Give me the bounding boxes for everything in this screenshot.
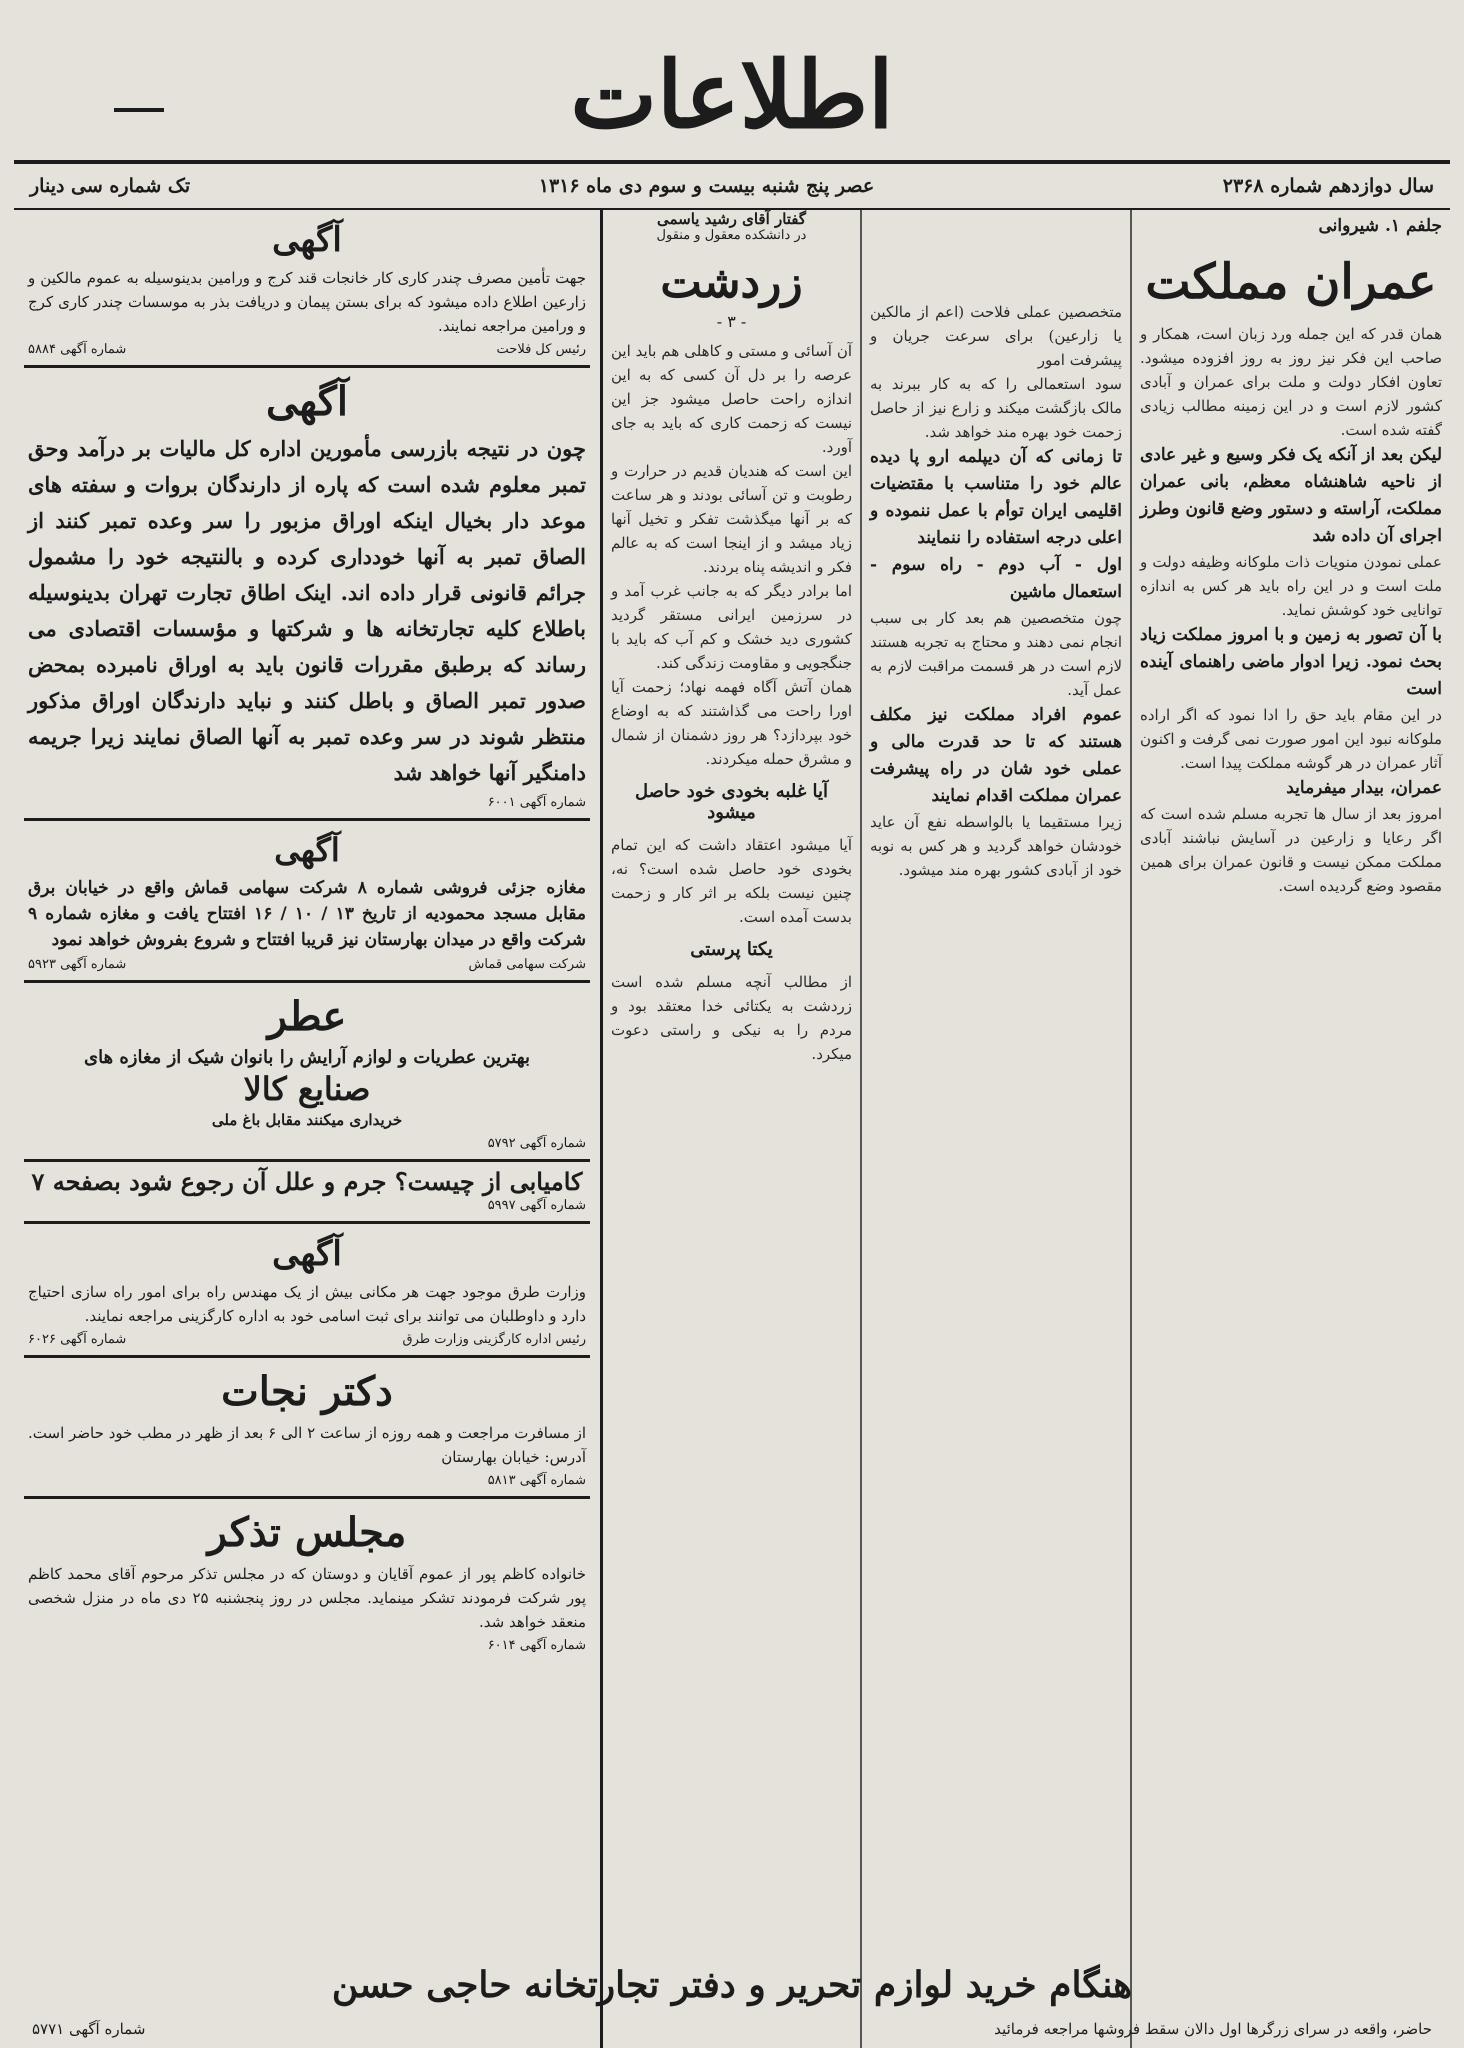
lecture-title: زردشت <box>660 257 803 308</box>
lecture-section: آیا غلبه بخودی خود حاصل میشود <box>634 781 829 823</box>
issue-price: تک شماره سی دینار <box>30 175 191 197</box>
ad-footer <box>28 1198 586 1213</box>
article-paragraph: آیا میشود اعتقاد داشت که این تمام بخودی خود حاصل شده است؟ نه، چنین نیست بلکه بر اثر کار و زحمت بدست آمده است. <box>611 836 852 926</box>
banner-number: شماره آگهی ۵۷۷۱ <box>32 2020 146 2038</box>
ad-footer <box>28 342 586 357</box>
ad-block <box>24 368 590 821</box>
ad-brand: صنایع کالا <box>243 1070 371 1108</box>
ad-text: مغازه جزئی فروشی شماره ۸ شرکت سهامی قماش واقع در خیابان برق مقابل مسجد محمودیه از تاریخ ۱۳ / ۱۰ / ۱۶ افتتاح یافت و مغازه شماره ۹ شرکت واقع در میدان بهارستان نیز قریبا افتتاح و شروع بفروش خواهد نمود <box>28 878 586 950</box>
ad-footer <box>28 1473 586 1488</box>
ad-title: آگهی <box>266 378 348 425</box>
article-bold: لیکن بعد از آنکه یک فکر وسیع و غیر عادی از ناحیه شاهنشاه معظم، بانی عمران مملکت، آراسته و دستور وضع قانون وطرز اجرای آن داده شد <box>1140 445 1442 546</box>
article-mid1 <box>860 210 1130 2048</box>
article-mid2 <box>600 210 860 2048</box>
article-paragraph: زیرا مستقیما یا بالواسطه نفع آن عاید خودشان خواهد گردید و هر کس به نوبه خود از آبادی کشور بهره مند میشود. <box>870 813 1122 879</box>
masthead-rule <box>114 108 164 112</box>
ad-title: مجلس تذکر <box>207 1509 407 1556</box>
article-paragraph: این است که هندیان قدیم در حرارت و رطوبت و تن آسائی بودند و هر ساعت که بر آنها میگذشت تفکر و تخیل آنها زیاد میشد و از اینجا است که به عالم فکر و اندیشه پناه بردند. <box>611 462 852 576</box>
ad-block <box>24 1499 590 1661</box>
ad-title: آگهی <box>274 831 340 869</box>
article-paragraph: امروز بعد از سال ها تجربه مسلم شده است که اگر رعایا و زارعین در آسایش نباشند آبادی مملکت ممکن نیست و قانون عمران برای همین مقصود وضع گردیده است. <box>1140 805 1442 895</box>
ad-footer <box>28 1332 586 1347</box>
bottom-banner-sub <box>14 2020 1450 2038</box>
article-paragraph: همان آتش آگاه فهمه نهاد؛ زحمت آیا اورا راحت می گذاشتند که به اوضاع خود بپردازد؟ هر روز دشمنان از شمال و مشرق حمله میکردند. <box>611 678 852 768</box>
lecture-section: یکتا پرستی <box>690 939 773 960</box>
ad-title: آگهی <box>272 220 342 260</box>
article-paragraph: از مطالب آنچه مسلم شده است زردشت به یکتائی خدا معتقد بود و مردم را به نیکی و راستی دعوت میکرد. <box>611 973 852 1063</box>
ad-text: چون در نتیجه بازرسی مأمورین اداره کل مالیات بر درآمد وحق تمبر معلوم شده است که پاره از دارندگان بروات و سفته های موعد دار بخیال اینکه اوراق مزبور را سر وعده تمبر کنند از الصاق تمبر به آنها خودداری کرده و بالنتیجه خود را مشمول جرائم قانونی قرار داده اند. اینک اطاق تجارت تهران بدینوسیله باطلاع کلیه تجارتخانه ها و شرکتها و مؤسسات اقتصادی می رساند که برطبق مقررات قانون باید به اوراق نامبرده بمحض صدور تمبر الصاق و باطل کنند و نباید دارندگان اوراق مذکور منتظر شوند در سر وعده تمبر به آنها الصاق نمایند زیرا جریمه دامنگیر آنها خواهد شد <box>28 436 586 785</box>
ad-number: شماره آگهی ۶۰۲۶ <box>28 1332 127 1347</box>
ad-title: عطر <box>267 993 347 1040</box>
ad-block <box>24 1224 590 1358</box>
article-intro: متخصصین عملی فلاحت (اعم از مالکین یا زارعین) برای سرعت جریان و پیشرفت امور <box>870 303 1122 369</box>
ad-footer <box>28 957 586 972</box>
ad-signature: رئیس کل فلاحت <box>496 342 586 357</box>
ad-number: شماره آگهی ۶۰۱۴ <box>487 1638 586 1653</box>
article-bold: با آن تصور به زمین و با امروز مملکت زیاد بحث نمود. زیرا ادوار ماضی راهنمای آینده است <box>1140 625 1442 699</box>
ad-block <box>24 1162 590 1224</box>
article-paragraph: سود استعمالی را که به کار ببرند به مالک بازگشت میکند و زارع نیز از حاصل زحمت خود بهره مند خواهد شد. <box>870 375 1122 441</box>
dateline <box>14 160 1450 210</box>
article-paragraph: آن آسائی و مستی و کاهلی هم باید این عرصه را بر دل آن کسی که به این اندازه راحت حاصل میشود جز این نیست که زحمت کاری که باید به جای آورد. <box>611 342 852 456</box>
article-right <box>1130 210 1450 2048</box>
ad-footer <box>28 1638 586 1653</box>
ad-text: وزارت طرق موجود جهت هر مکانی بیش از یک مهندس راه برای امور راه سازی احتیاج دارد و داوطلبان می توانند برای ثبت اسامی خود به اداره کارگزینی مراجعه نمایند. <box>28 1283 586 1325</box>
masthead-title: اطلاعات <box>570 41 894 149</box>
article-bold: عموم افراد مملکت نیز مکلف هستند که تا حد قدرت مالی و عملی خود شان در راه پیشرفت عمران مملکت اقدام نمایند <box>870 705 1122 806</box>
ad-block <box>24 983 590 1162</box>
article-paragraph: در این مقام باید حق را ادا نمود که اگر اراده ملوکانه نبود این امور صورت نمی گرفت و اکنون آثار عمران در هر گوشه مملکت پیدا است. <box>1140 706 1442 772</box>
ads-column <box>14 210 600 2048</box>
ad-title: دکتر نجات <box>221 1368 393 1415</box>
ad-block <box>24 821 590 983</box>
ad-number: شماره آگهی ۵۸۸۴ <box>28 342 127 357</box>
ad-block <box>24 210 590 368</box>
ad-text: خانواده کاظم پور از عموم آقایان و دوستان که در مجلس تذکر مرحوم آقای محمد کاظم پور شرکت فرمودند تشکر مینماید. مجلس در روز پنجشنبه ۲۵ دی ماه در منزل شخصی منعقد خواهد شد. <box>28 1565 586 1631</box>
ad-signature: رئیس اداره کارگزینی وزارت طرق <box>402 1332 586 1347</box>
article-bold: تا زمانی که آن دیپلمه ارو پا دیده عالم خود را متناسب با مقتضیات اقلیمی ایران توأم با عمل ننموده و اعلی درجه استفاده را ننمایند <box>870 447 1122 548</box>
article-byline: جلفم ۱. شیروانی <box>1318 216 1442 236</box>
article-list: اول - آب دوم - راه سوم - استعمال ماشین <box>870 555 1122 602</box>
ad-footer <box>28 795 586 810</box>
ad-title: آگهی <box>272 1234 342 1274</box>
ad-number: شماره آگهی ۵۸۱۳ <box>487 1473 586 1488</box>
lecture-author: گفتار آقای رشید یاسمی <box>656 210 807 228</box>
article-paragraph: چون متخصصین هم بعد کار بی سبب انجام نمی دهند و محتاج به تجربه هستند لازم است در هر قسمت مراقبت لازم به عمل آید. <box>870 609 1122 699</box>
issue-date: عصر پنج شنبه بیست و سوم دی ماه ۱۳۱۶ <box>538 175 875 197</box>
banner-address: حاضر، واقعه در سرای زرگرها اول دالان سقط فروشها مراجعه فرمائید <box>994 2020 1432 2038</box>
ad-number: شماره آگهی ۵۹۲۳ <box>28 957 127 972</box>
masthead <box>0 30 1464 160</box>
ad-signature: شرکت سهامی قماش <box>468 957 586 972</box>
ad-number: شماره آگهی ۵۹۹۷ <box>487 1198 586 1213</box>
issue-number: سال دوازدهم شماره ۲۳۶۸ <box>1222 175 1434 197</box>
ad-footer <box>28 1136 586 1151</box>
ad-block <box>24 1358 590 1499</box>
ad-text: از مسافرت مراجعت و همه روزه از ساعت ۲ الی ۶ بعد از ظهر در مطب خود حاضر است. آدرس: خیابان بهارستان <box>28 1424 586 1466</box>
article-paragraph: عملی نمودن منویات ذات ملوکانه وظیفه دولت و ملت است و در این راه باید هر کس به اندازه توانایی خود کوشش نماید. <box>1140 553 1442 619</box>
ad-text: جهت تأمین مصرف چندر کاری کار خانجات قند کرج و ورامین بدینوسیله به عموم مالکین و زارعین اطلاع داده میشود که برای بستن پیمان و دریافت بذر به موسسات چندر کاری کرج و ورامین مراجعه نمایند. <box>28 269 586 335</box>
lecture-venue: در دانشکده معقول و منقول <box>656 228 807 243</box>
ad-text: خریداری میکنند مقابل باغ ملی <box>211 1111 403 1129</box>
article-paragraph: اما برادر دیگر که به جانب غرب آمد و در سرزمین ایرانی مستقر گردید کشوری دید خشک و کم آب که باید با جنگجویی و مقاومت زندگی کند. <box>611 582 852 672</box>
article-paragraph: همان قدر که این جمله ورد زبان است، همکار و صاحب این فکر نیز روز به روز افزوده میشود. تعاون افکار دولت و ملت برای عمران و آبادی کشور لازم است و در این زمینه مطالب زیادی گفته شده است. <box>1140 325 1442 439</box>
article-headline: عمران مملکت <box>1145 254 1437 310</box>
lecture-part: - ۳ - <box>716 312 747 331</box>
article-bold: عمران، بیدار میفرماید <box>1286 778 1442 798</box>
ad-text: بهترین عطریات و لوازم آرایش را بانوان شیک از مغازه های <box>84 1047 530 1068</box>
ad-text: کامیابی از چیست؟ جرم و علل آن رجوع شود بصفحه ۷ <box>31 1167 583 1196</box>
ad-number: شماره آگهی ۵۷۹۲ <box>487 1136 586 1151</box>
bottom-banner: هنگام خرید لوازم تحریر و دفتر تجارتخانه حاجی حسن <box>331 1964 1133 2006</box>
ad-number: شماره آگهی ۶۰۰۱ <box>487 795 586 810</box>
